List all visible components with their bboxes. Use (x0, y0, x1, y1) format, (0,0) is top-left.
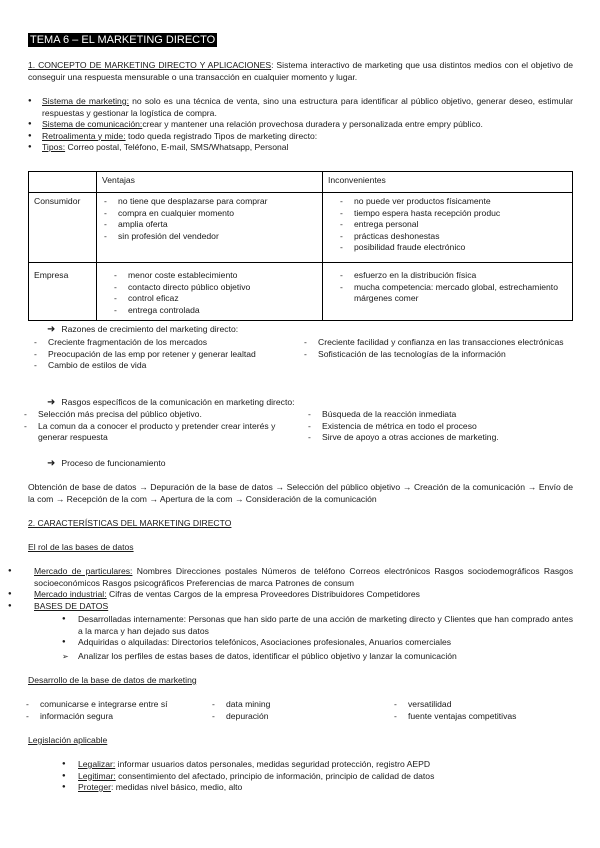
table-row (29, 263, 573, 321)
bullet-text: : medidas nivel básico, medio, alto (110, 782, 243, 792)
list-item: - Preocupación de las emp por retener y generar lealtad (32, 349, 292, 361)
section-1-intro (28, 60, 573, 83)
list-item: - Creciente facilidad y confianza en las transacciones electrónicas (302, 337, 574, 349)
bullet-term: BASES DE DATOS (34, 600, 109, 611)
list-item (28, 119, 573, 131)
list-item: - no tiene que desplazarse para comprar (102, 196, 317, 208)
list-item (62, 759, 573, 771)
list-item: - versatilidad (392, 699, 574, 711)
desarrollo-col-3 (392, 699, 574, 722)
list-item: - esfuerzo en la distribución física (338, 270, 567, 282)
list-item: - data mining (210, 699, 380, 711)
list-item: - compra en cualquier momento (102, 208, 317, 220)
legislacion-heading: Legislación aplicable (28, 735, 108, 745)
table-row-label: Empresa (29, 263, 97, 321)
list-item: - menor coste establecimiento (112, 270, 317, 282)
section-1-heading: 1. CONCEPTO DE MARKETING DIRECTO Y APLICACIONES (28, 60, 272, 70)
bullet-term: Sistema de comunicación: (42, 119, 143, 129)
rasgos-heading (47, 397, 295, 409)
list-item: - posibilidad fraude electrónico (338, 242, 567, 254)
bullet-text: Nombres Direcciones postales Números de teléfono Correos electrónicos Rasgos sociodemográficos Rasgos socioeconómicos Rasgos psicográficos Preferencias de marca Patrones de consum (34, 566, 573, 588)
bullet-term: Mercado de particulares: (34, 566, 133, 576)
desarrollo-col-1 (24, 699, 204, 722)
proceso-heading-text: Proceso de funcionamiento (61, 458, 166, 468)
list-item: - Creciente fragmentación de los mercados (32, 337, 292, 349)
legislacion-list (62, 759, 573, 794)
razones-heading-text: Razones de crecimiento del marketing directo: (61, 324, 239, 334)
list-item: ➢ Analizar los perfiles de estas bases de datos, identificar el público objetivo y lanzar la comunicación (62, 651, 573, 663)
bullet-text: consentimiento del afectado, principio de información, principio de calidad de datos (115, 770, 435, 781)
razones-left-list (32, 337, 292, 372)
list-item (8, 589, 573, 601)
list-item (28, 142, 573, 154)
bullet-text: informar usuarios datos personales, medidas seguridad protección, registro AEPD (115, 759, 431, 769)
table-cell (97, 193, 323, 263)
list-item: - Sirve de apoyo a otras acciones de marketing. (306, 432, 574, 444)
table-row-label: Consumidor (29, 193, 97, 263)
list-item: - fuente ventajas competitivas (392, 711, 574, 723)
list-item: - Búsqueda de la reacción inmediata (306, 409, 574, 421)
list-item (62, 782, 573, 794)
arrow-right-icon: ➜ (47, 324, 56, 335)
razones-right-list (302, 337, 574, 360)
arrow-right-icon: ➜ (47, 458, 56, 469)
list-item: - entrega personal (338, 219, 567, 231)
section-2-bullets (8, 566, 573, 612)
bullet-term: Tipos: (42, 142, 66, 152)
list-item: - amplia oferta (102, 219, 317, 231)
desarrollo-col-2 (210, 699, 380, 722)
table-cell (323, 263, 573, 321)
list-item: - Selección más precisa del público objetivo. (22, 409, 292, 421)
bullet-text: todo queda registrado Tipos de marketing directo: (125, 130, 318, 141)
advantages-table (28, 171, 573, 321)
bases-sub-list (62, 614, 573, 649)
list-item: - control eficaz (112, 293, 317, 305)
table-cell (323, 193, 573, 263)
list-item: - no puede ver productos físicamente (338, 196, 567, 208)
list-item (28, 96, 573, 119)
list-item: - depuración (210, 711, 380, 723)
list-item (8, 566, 573, 589)
bullet-term: Proteger (78, 782, 111, 792)
section-1-bullets (28, 96, 573, 154)
bullet-term: Legitimar: (78, 770, 116, 781)
table-header-row (29, 172, 573, 193)
rasgos-left-list (22, 409, 292, 444)
list-item: - contacto directo público objetivo (112, 282, 317, 294)
desarrollo-heading: Desarrollo de la base de datos de marketing (28, 675, 197, 685)
table-header-cell (29, 172, 97, 193)
document-title: TEMA 6 – EL MARKETING DIRECTO (30, 34, 216, 46)
list-item: - sin profesión del vendedor (102, 231, 317, 243)
bullet-text: Correo postal, Teléfono, E-mail, SMS/Whatsapp, Personal (65, 142, 289, 152)
list-item: - comunicarse e integrarse entre sí (24, 699, 204, 711)
rasgos-right-list (306, 409, 574, 444)
list-item: - entrega controlada (112, 305, 317, 317)
list-item (8, 601, 573, 613)
list-item (62, 771, 573, 783)
table-row (29, 193, 573, 263)
section-2-heading: 2. CARACTERÍSTICAS DEL MARKETING DIRECTO (28, 518, 232, 528)
arrow-right-icon: ➜ (47, 397, 56, 408)
bullet-term: Legalizar: (78, 759, 116, 769)
bullet-text: crear y mantener una relación provechosa duradera y personalizada entre empry público. (142, 119, 483, 129)
proceso-text: Obtención de base de datos → Depuración de la base de datos → Selección del público objetivo → Creación de la comunicación → Envío de la com → Recepción de la com → Apertura de la com → Consideración de la comunicación (28, 482, 573, 504)
bullet-term: Sistema de marketing: (42, 96, 130, 106)
list-item: - mucha competencia: mercado global, estrechamiento márgenes comer (338, 282, 567, 305)
list-item (28, 131, 573, 143)
list-item: ● Desarrolladas internamente: Personas que han sido parte de una acción de marketing directo y Clientes que han comprado antes a la marca y han dejado sus datos (62, 614, 573, 637)
table-cell (97, 263, 323, 321)
table-header-cell: Inconvenientes (323, 172, 573, 193)
list-item: - tiempo espera hasta recepción produc (338, 208, 567, 220)
list-item: - Existencia de métrica en todo el proceso (306, 421, 574, 433)
list-item: - Sofisticación de las tecnologías de la información (302, 349, 574, 361)
list-item: - La comun da a conocer el producto y pretender crear interés y generar respuesta (22, 421, 292, 444)
bases-arrow-list (62, 651, 573, 663)
proceso-heading (47, 458, 166, 470)
rasgos-heading-text: Rasgos específicos de la comunicación en marketing directo: (61, 397, 295, 407)
list-item: - información segura (24, 711, 204, 723)
rol-heading: El rol de las bases de datos (28, 542, 134, 552)
table-header-cell: Ventajas (97, 172, 323, 193)
list-item: - Cambio de estilos de vida (32, 360, 292, 372)
bullet-term: Retroalimenta y mide: (42, 130, 126, 141)
bullet-text: Cifras de ventas Cargos de la empresa Proveedores Distribuidores Competidores (106, 589, 420, 599)
bullet-term: Mercado industrial: (34, 589, 107, 599)
bullet-text: no solo es una técnica de venta, sino una estructura para identificar al público objetivo, generar deseo, estimular respuestas y gestionar la logística de compra. (42, 96, 574, 118)
section-1-intro-text: : Sistema interactivo de marketing que usa distintos medios con el objetivo de conseguir una respuesta mensurable o una transacción en cualquier momento y lugar. (28, 60, 574, 82)
list-item: - prácticas deshonestas (338, 231, 567, 243)
razones-heading (47, 324, 238, 336)
list-item: ● Adquiridas o alquiladas: Directorios telefónicos, Asociaciones profesionales, Anuarios comerciales (62, 637, 573, 649)
